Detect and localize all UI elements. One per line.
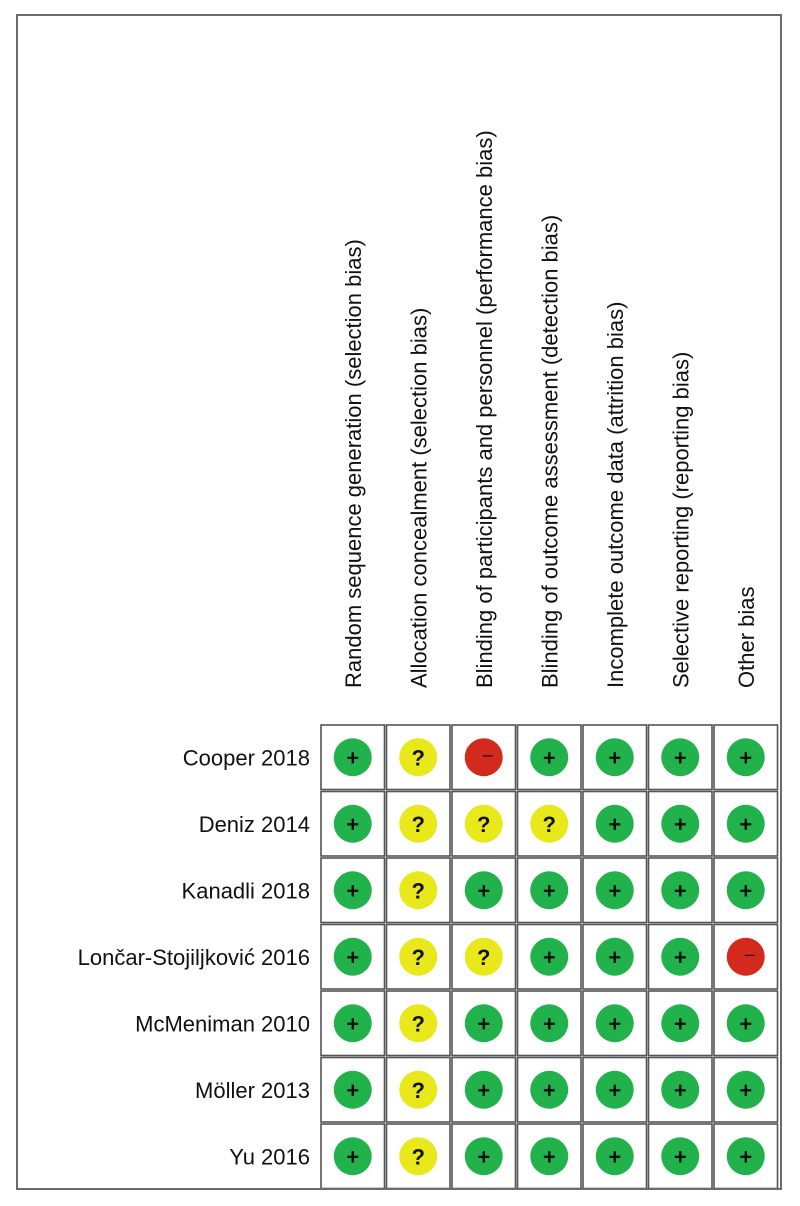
low-risk-symbol: + bbox=[739, 1077, 753, 1103]
low-risk-symbol: + bbox=[673, 1144, 687, 1170]
low-risk-symbol: + bbox=[542, 1011, 556, 1037]
low-risk-symbol: + bbox=[542, 1077, 556, 1103]
unclear-risk-symbol: ? bbox=[411, 811, 425, 837]
unclear-risk-symbol: ? bbox=[411, 1011, 425, 1037]
unclear-risk-symbol: ? bbox=[477, 811, 491, 837]
low-risk-symbol: + bbox=[346, 1144, 360, 1170]
column-label: Other bias bbox=[733, 586, 759, 688]
study-label: Cooper 2018 bbox=[182, 745, 310, 771]
study-label: Möller 2013 bbox=[195, 1077, 310, 1103]
judgement-grid bbox=[321, 725, 778, 1188]
low-risk-symbol: + bbox=[542, 878, 556, 904]
unclear-risk-symbol: ? bbox=[411, 1144, 425, 1170]
low-risk-symbol: + bbox=[608, 1144, 622, 1170]
low-risk-symbol: + bbox=[346, 745, 360, 771]
column-label: Blinding of participants and personnel (performance bias) bbox=[471, 130, 497, 688]
low-risk-symbol: + bbox=[608, 878, 622, 904]
column-labels bbox=[341, 130, 759, 688]
low-risk-symbol: + bbox=[346, 944, 360, 970]
row-labels bbox=[78, 745, 310, 1169]
unclear-risk-symbol: ? bbox=[411, 1077, 425, 1103]
low-risk-symbol: + bbox=[673, 811, 687, 837]
low-risk-symbol: + bbox=[346, 878, 360, 904]
high-risk-symbol: – bbox=[744, 943, 755, 964]
low-risk-symbol: + bbox=[608, 811, 622, 837]
low-risk-symbol: + bbox=[673, 745, 687, 771]
low-risk-symbol: + bbox=[673, 878, 687, 904]
study-label: Lončar-Stojiljković 2016 bbox=[77, 944, 310, 970]
low-risk-symbol: + bbox=[673, 944, 687, 970]
column-label: Allocation concealment (selection bias) bbox=[406, 307, 432, 688]
high-risk-symbol: – bbox=[482, 744, 493, 765]
unclear-risk-symbol: ? bbox=[542, 811, 556, 837]
low-risk-symbol: + bbox=[739, 1011, 753, 1037]
low-risk-symbol: + bbox=[477, 1144, 491, 1170]
low-risk-symbol: + bbox=[673, 1077, 687, 1103]
column-label: Blinding of outcome assessment (detection bias) bbox=[537, 214, 563, 688]
unclear-risk-symbol: ? bbox=[411, 944, 425, 970]
low-risk-symbol: + bbox=[673, 1011, 687, 1037]
low-risk-symbol: + bbox=[542, 1144, 556, 1170]
unclear-risk-symbol: ? bbox=[411, 745, 425, 771]
column-label: Selective reporting (reporting bias) bbox=[668, 351, 694, 688]
unclear-risk-symbol: ? bbox=[477, 944, 491, 970]
low-risk-symbol: + bbox=[608, 1011, 622, 1037]
low-risk-symbol: + bbox=[739, 878, 753, 904]
low-risk-symbol: + bbox=[346, 1011, 360, 1037]
low-risk-symbol: + bbox=[542, 745, 556, 771]
low-risk-symbol: + bbox=[739, 1144, 753, 1170]
unclear-risk-symbol: ? bbox=[411, 878, 425, 904]
low-risk-symbol: + bbox=[477, 1011, 491, 1037]
low-risk-symbol: + bbox=[739, 745, 753, 771]
low-risk-symbol: + bbox=[608, 1077, 622, 1103]
low-risk-symbol: + bbox=[739, 811, 753, 837]
low-risk-symbol: + bbox=[608, 745, 622, 771]
low-risk-symbol: + bbox=[608, 944, 622, 970]
low-risk-symbol: + bbox=[542, 944, 556, 970]
low-risk-symbol: + bbox=[346, 1077, 360, 1103]
column-label: Incomplete outcome data (attrition bias) bbox=[602, 301, 628, 688]
risk-of-bias-chart bbox=[18, 16, 780, 1188]
low-risk-symbol: + bbox=[346, 811, 360, 837]
study-label: McMeniman 2010 bbox=[135, 1011, 310, 1037]
figure-frame bbox=[16, 14, 782, 1190]
low-risk-symbol: + bbox=[477, 1077, 491, 1103]
study-label: Yu 2016 bbox=[229, 1144, 310, 1170]
low-risk-symbol: + bbox=[477, 878, 491, 904]
study-label: Deniz 2014 bbox=[198, 811, 310, 837]
study-label: Kanadli 2018 bbox=[181, 878, 310, 904]
column-label: Random sequence generation (selection bias) bbox=[340, 239, 366, 688]
